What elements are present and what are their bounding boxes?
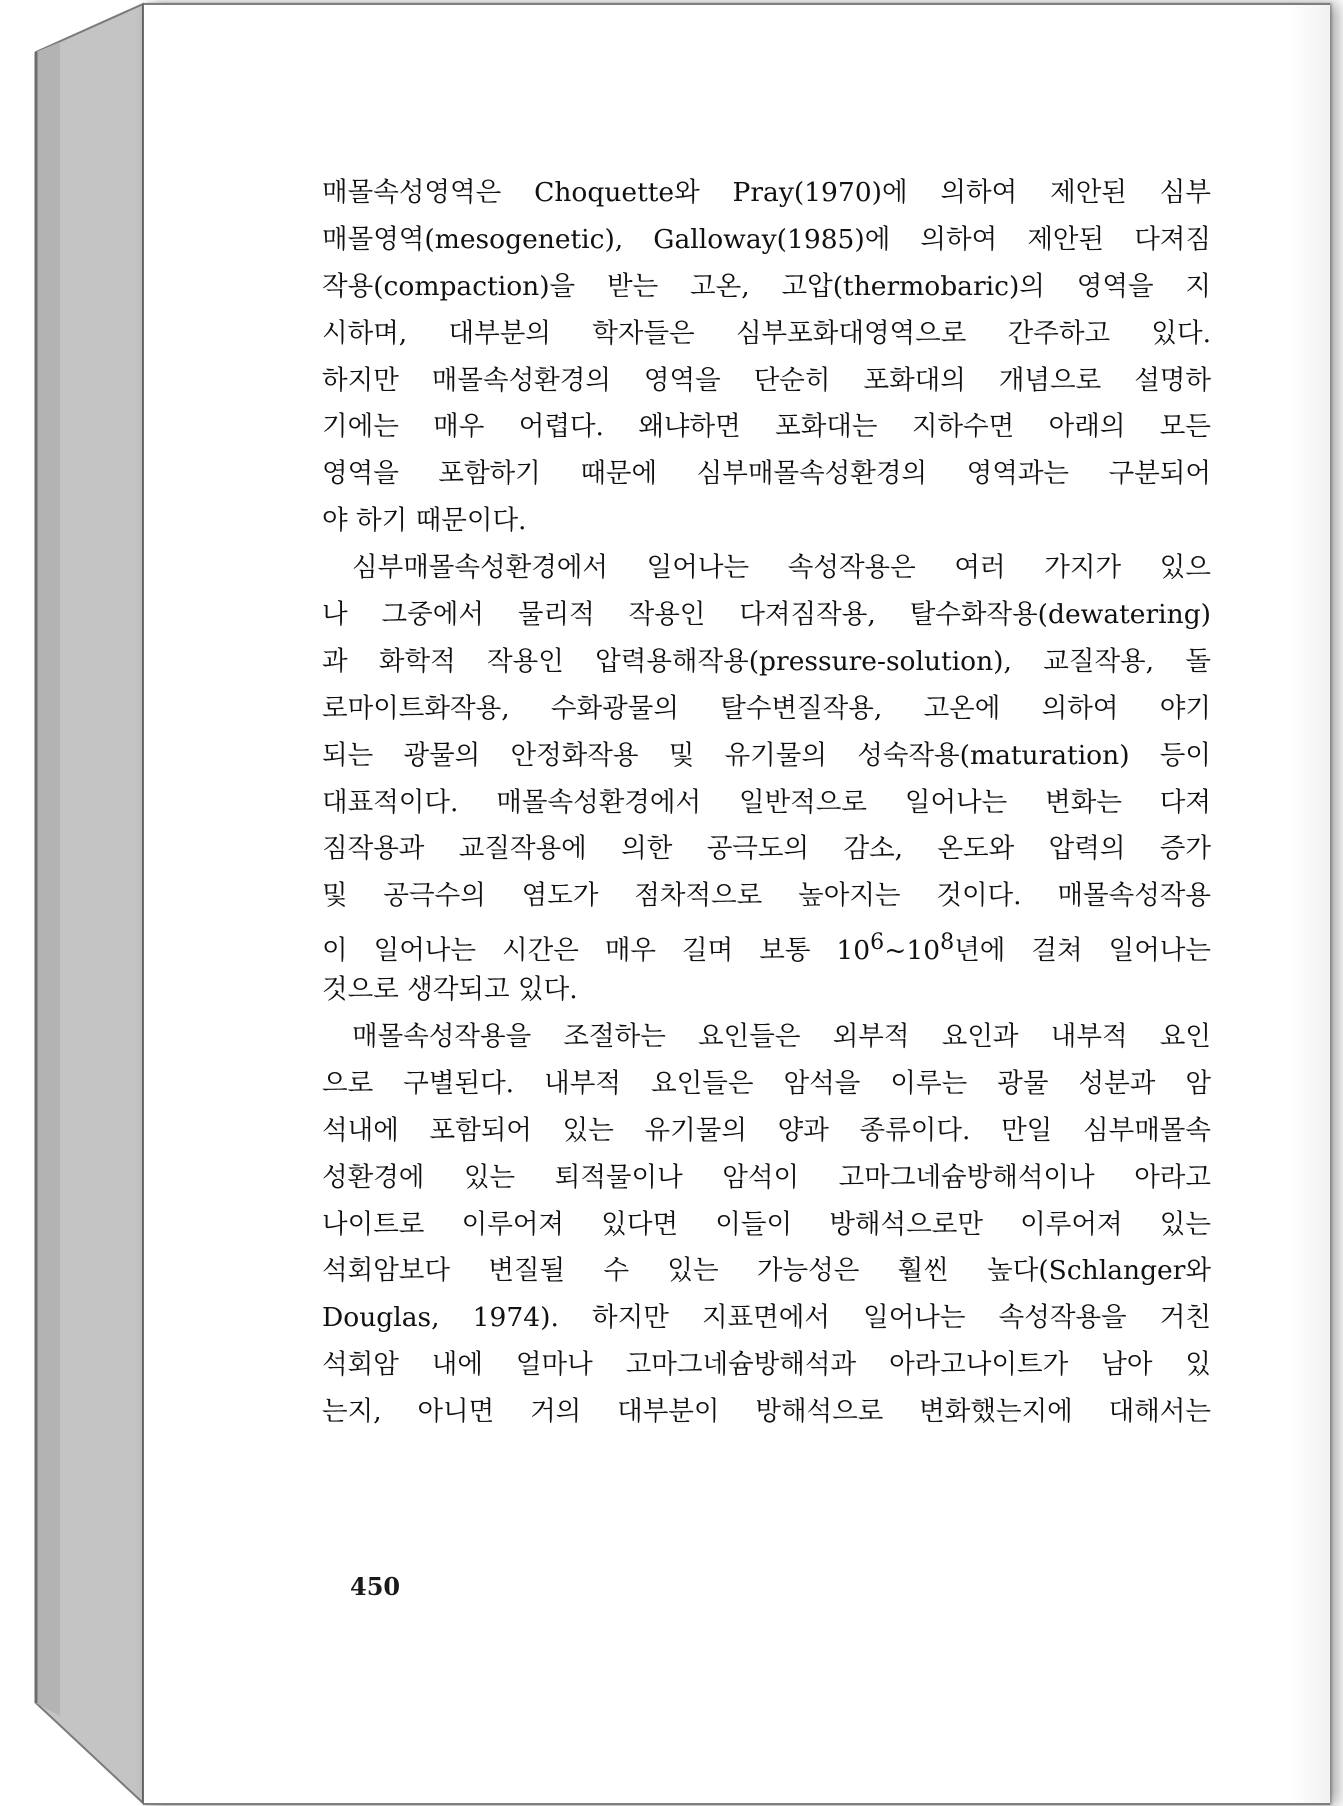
text-line: 로마이트화작용, 수화광물의 탈수변질작용, 고온에 의하여 야기 [322,692,1211,724]
text-line: 되는 광물의 안정화작용 및 유기물의 성숙작용(maturation) 등이 [322,739,1211,771]
paragraph-start-line: 매몰속성작용을 조절하는 요인들은 외부적 요인과 내부적 요인 [352,1021,1211,1053]
text-line: 짐작용과 교질작용에 의한 공극도의 감소, 온도와 압력의 증가 [322,833,1211,865]
line-segment: 이 일어나는 시간은 매우 길며 보통 10 [322,935,871,967]
superscript-exponent: 8 [940,930,955,956]
text-line: 석회암보다 변질될 수 있는 가능성은 훨씬 높다(Schlanger와 [322,1255,1211,1287]
text-line: 작용(compaction)을 받는 고온, 고압(thermobaric)의 영역을 지 [322,270,1211,302]
text-line: 영역을 포함하기 때문에 심부매몰속성환경의 영역과는 구분되어 [322,458,1211,490]
text-line: 석회암 내에 얼마나 고마그네슘방해석과 아라고나이트가 남아 있 [322,1349,1211,1381]
text-line-with-superscripts [322,920,1211,967]
line-segment: 년에 걸쳐 일어나는 [954,935,1211,967]
text-line: 나이트로 이루어져 있다면 이들이 방해석으로만 이루어져 있는 [322,1208,1211,1240]
text-line: 나 그중에서 물리적 작용인 다져짐작용, 탈수화작용(dewatering) [322,599,1211,631]
text-line: 매몰속성영역은 Choquette와 Pray(1970)에 의하여 제안된 심부 [322,177,1211,208]
text-line: 는지, 아니면 거의 대부분이 방해석으로 변화했는지에 대해서는 [322,1396,1211,1428]
text-line: 시하며, 대부분의 학자들은 심부포화대영역으로 간주하고 있다. [322,317,1211,349]
text-line: 야 하기 때문이다. [322,505,527,537]
line-segment: ~10 [884,935,941,967]
text-line: 것으로 생각되고 있다. [322,974,578,1006]
text-line: 및 공극수의 염도가 점차적으로 높아지는 것이다. 매몰속성작용 [322,880,1211,912]
page-number: 450 [350,1572,401,1601]
text-line: 성환경에 있는 퇴적물이나 암석이 고마그네슘방해석이나 아라고 [322,1161,1211,1193]
body-text [322,170,1211,1436]
text-line: Douglas, 1974). 하지만 지표면에서 일어나는 속성작용을 거친 [322,1302,1211,1334]
text-line: 매몰영역(mesogenetic), Galloway(1985)에 의하여 제안된 다져짐 [322,223,1211,255]
paragraph-start-line: 심부매몰속성환경에서 일어나는 속성작용은 여러 가지가 있으 [352,552,1211,584]
text-line: 과 화학적 작용인 압력용해작용(pressure-solution), 교질작용, 돌 [322,645,1211,677]
text-line: 으로 구별된다. 내부적 요인들은 암석을 이루는 광물 성분과 암 [322,1067,1211,1099]
page-edge-shade [1290,5,1330,1803]
text-line: 대표적이다. 매몰속성환경에서 일반적으로 일어나는 변화는 다져 [322,786,1211,818]
text-line: 석내에 포함되어 있는 유기물의 양과 종류이다. 만일 심부매몰속 [322,1114,1211,1146]
superscript-exponent: 6 [870,930,885,956]
text-line: 기에는 매우 어렵다. 왜냐하면 포화대는 지하수면 아래의 모든 [322,411,1211,443]
text-line: 하지만 매몰속성환경의 영역을 단순히 포화대의 개념으로 설명하 [322,364,1211,396]
